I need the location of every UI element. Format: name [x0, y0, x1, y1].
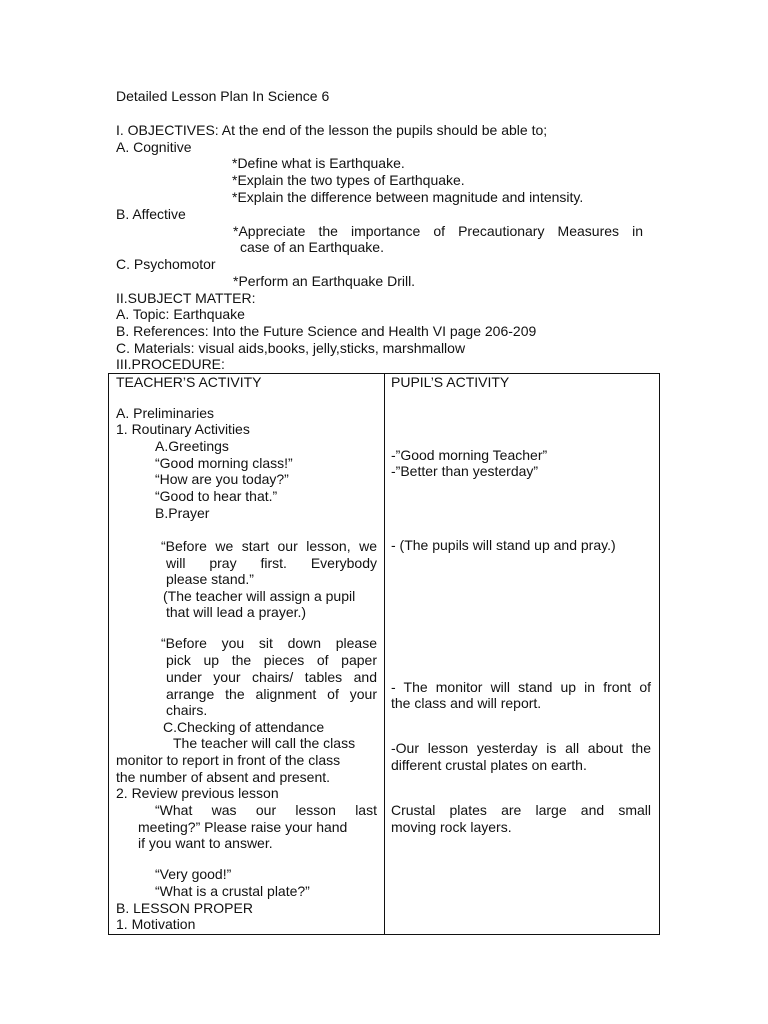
- teacher-line: “Good morning class!”: [155, 455, 293, 471]
- teacher-line: “Very good!”: [155, 866, 232, 882]
- procedure-heading: III.PROCEDURE:: [116, 356, 225, 372]
- subject-matter-heading: II.SUBJECT MATTER:: [116, 290, 256, 306]
- teacher-line: “Before you sit down please: [161, 635, 377, 651]
- teacher-line: please stand.”: [166, 571, 254, 587]
- cognitive-item: *Explain the difference between magnitude and intensity.: [232, 189, 584, 205]
- teacher-line: The teacher will call the class: [173, 735, 356, 751]
- teacher-line: (The teacher will assign a pupil: [163, 588, 356, 604]
- teacher-line: C.Checking of attendance: [163, 719, 325, 735]
- cognitive-item: *Define what is Earthquake.: [232, 155, 405, 171]
- cognitive-label: A. Cognitive: [116, 139, 192, 155]
- teacher-line: will pray first. Everybody: [166, 555, 377, 571]
- pupil-line: the class and will report.: [391, 695, 542, 711]
- teacher-line: “How are you today?”: [155, 471, 289, 487]
- affective-item: *Appreciate the importance of Precautionary Measures in: [233, 223, 643, 239]
- pupil-line: moving rock layers.: [391, 819, 512, 835]
- pupil-line: -”Good morning Teacher”: [391, 447, 548, 463]
- pupil-line: Crustal plates are large and small: [391, 802, 651, 818]
- pupil-line: - The monitor will stand up in front of: [391, 679, 651, 695]
- teacher-activity-header: TEACHER’S ACTIVITY: [116, 374, 262, 390]
- psychomotor-label: C. Psychomotor: [116, 256, 216, 272]
- teacher-line: “Good to hear that.”: [155, 488, 278, 504]
- pupil-line: - (The pupils will stand up and pray.): [391, 537, 616, 553]
- teacher-line: monitor to report in front of the class: [116, 752, 341, 768]
- teacher-line: pick up the pieces of paper: [166, 652, 377, 668]
- teacher-line: B. LESSON PROPER: [116, 900, 253, 916]
- teacher-line: that will lead a prayer.): [166, 604, 307, 620]
- teacher-line: 1. Motivation: [116, 916, 196, 932]
- teacher-line: “Before we start our lesson, we: [161, 538, 377, 554]
- cognitive-item: *Explain the two types of Earthquake.: [232, 172, 465, 188]
- teacher-line: the number of absent and present.: [116, 769, 331, 785]
- teacher-line: A.Greetings: [155, 438, 229, 454]
- teacher-line: 1. Routinary Activities: [116, 421, 250, 437]
- activity-table: [108, 373, 660, 935]
- affective-label: B. Affective: [116, 206, 186, 222]
- pupil-line: different crustal plates on earth.: [391, 757, 587, 773]
- psychomotor-item: *Perform an Earthquake Drill.: [233, 273, 416, 289]
- teacher-activity-column: [109, 374, 385, 935]
- teacher-line: 2. Review previous lesson: [116, 785, 279, 801]
- teacher-line: “What is a crustal plate?”: [155, 883, 310, 899]
- teacher-line: arrange the alignment of your: [166, 686, 377, 702]
- teacher-line: if you want to answer.: [138, 835, 273, 851]
- pupil-line: -Our lesson yesterday is all about the: [391, 740, 651, 756]
- teacher-line: chairs.: [166, 702, 208, 718]
- pupil-activity-column: [385, 374, 660, 935]
- document-title: Detailed Lesson Plan In Science 6: [116, 88, 330, 104]
- teacher-line: A. Preliminaries: [116, 405, 215, 421]
- teacher-line: under your chairs/ tables and: [166, 669, 377, 685]
- pupil-line: -”Better than yesterday”: [391, 463, 539, 479]
- objectives-heading: I. OBJECTIVES: At the end of the lesson the pupils should be able to;: [116, 122, 548, 138]
- affective-item-continued: case of an Earthquake.: [240, 239, 384, 255]
- subject-topic: A. Topic: Earthquake: [116, 306, 245, 322]
- teacher-line: B.Prayer: [155, 505, 210, 521]
- teacher-line: meeting?” Please raise your hand: [138, 819, 348, 835]
- subject-materials: C. Materials: visual aids,books, jelly,sticks, marshmallow: [116, 340, 466, 356]
- subject-references: B. References: Into the Future Science and Health VI page 206-209: [116, 323, 537, 339]
- pupil-activity-header: PUPIL’S ACTIVITY: [391, 374, 510, 390]
- teacher-line: “What was our lesson last: [155, 802, 377, 818]
